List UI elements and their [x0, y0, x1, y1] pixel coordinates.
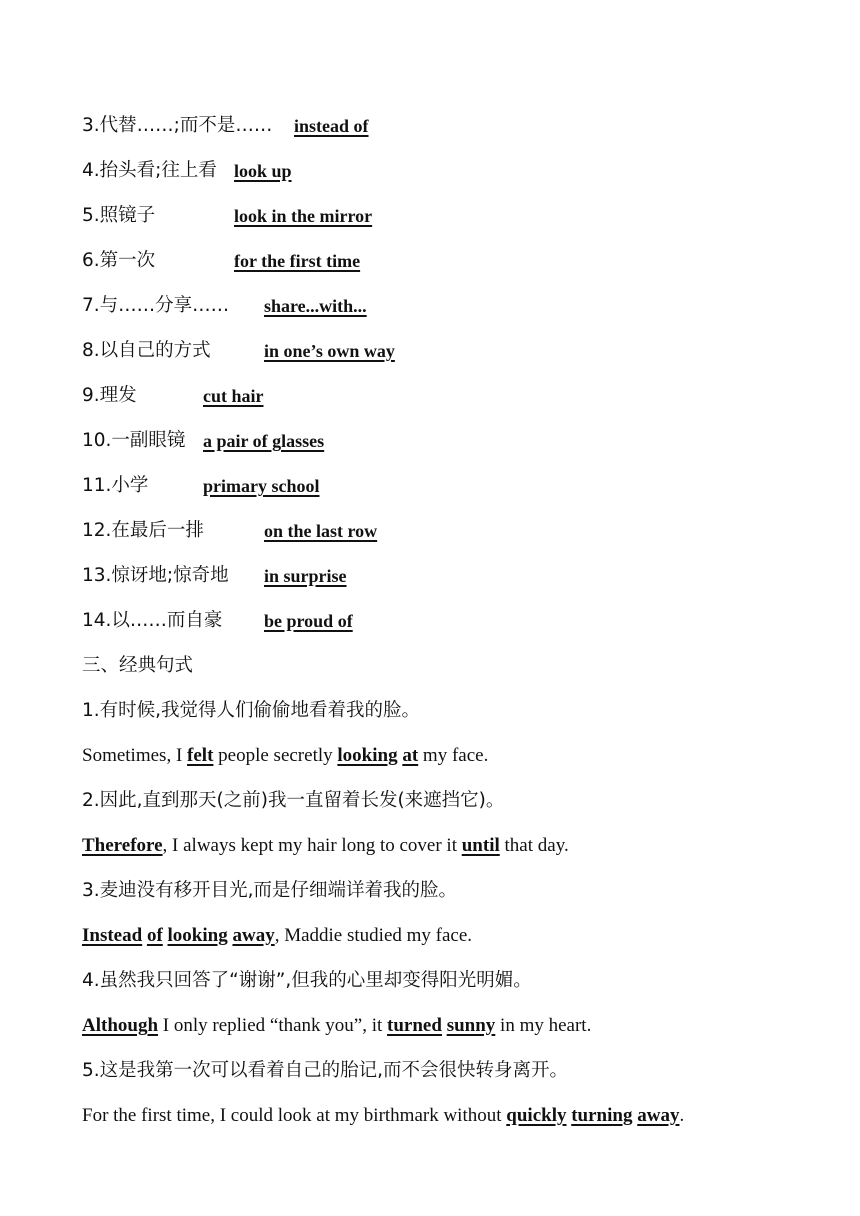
phrase-line	[82, 426, 325, 456]
phrase-answer: be proud of	[264, 611, 353, 631]
keyword-answer: turning	[571, 1105, 633, 1126]
phrase-line	[82, 111, 369, 141]
phrase-chinese: 7.与……分享……	[82, 295, 230, 316]
phrase-answer: in one’s own way	[264, 341, 395, 361]
sentence-chinese: 1.有时候,我觉得人们偷偷地看着我的脸。	[82, 700, 421, 721]
keyword-answer: of	[146, 925, 163, 946]
keyword-answer: away	[637, 1105, 680, 1126]
sentence-text: .	[679, 1105, 685, 1126]
phrase-line	[82, 336, 395, 366]
phrase-answer: a pair of glasses	[203, 431, 325, 451]
phrase-answer: look in the mirror	[234, 206, 373, 226]
phrase-chinese: 5.照镜子	[82, 205, 156, 226]
phrase-line	[82, 291, 367, 321]
sentence-text: , I always kept my hair long to cover it	[162, 835, 462, 856]
phrase-answer: cut hair	[203, 386, 264, 406]
phrase-chinese: 3.代替……;而不是……	[82, 115, 273, 136]
phrase-line	[82, 606, 353, 636]
sentence-english	[82, 741, 488, 771]
keyword-answer: quickly	[506, 1105, 567, 1126]
sentence-chinese: 4.虽然我只回答了“谢谢”,但我的心里却变得阳光明媚。	[82, 970, 532, 991]
keyword-answer: at	[402, 745, 419, 766]
section-heading: 三、经典句式	[82, 655, 194, 676]
keyword-answer: turned	[387, 1015, 442, 1036]
phrase-chinese: 10.一副眼镜	[82, 430, 186, 451]
sentence-text: that day.	[499, 835, 569, 856]
sentence-text: Sometimes, I	[82, 745, 188, 766]
keyword-answer: looking	[167, 925, 228, 946]
phrase-line	[82, 201, 373, 231]
sentence-text: For the first time, I could look at my birthmark without	[82, 1105, 507, 1126]
phrase-answer: share...with...	[264, 296, 367, 316]
keyword-answer: sunny	[446, 1015, 496, 1036]
keyword-answer: Although	[82, 1015, 159, 1036]
phrase-line	[82, 381, 264, 411]
keyword-answer: away	[232, 925, 275, 946]
sentence-chinese: 3.麦迪没有移开目光,而是仔细端详着我的脸。	[82, 880, 458, 901]
phrase-line	[82, 471, 320, 501]
phrase-chinese: 4.抬头看;往上看	[82, 160, 217, 181]
phrase-chinese: 14.以……而自豪	[82, 610, 223, 631]
phrase-line	[82, 246, 361, 276]
keyword-answer: until	[461, 835, 500, 856]
phrase-chinese: 13.惊讶地;惊奇地	[82, 565, 229, 586]
phrase-answer: look up	[234, 161, 292, 181]
phrase-answer: primary school	[203, 476, 320, 496]
sentence-english	[82, 831, 569, 861]
phrase-answer: in surprise	[264, 566, 347, 586]
phrase-chinese: 12.在最后一排	[82, 520, 204, 541]
phrase-chinese: 6.第一次	[82, 250, 156, 271]
sentence-text: people secretly	[213, 745, 338, 766]
phrase-chinese: 11.小学	[82, 475, 149, 496]
phrase-chinese: 8.以自己的方式	[82, 340, 211, 361]
sentence-text: , Maddie studied my face.	[274, 925, 473, 946]
sentence-chinese: 5.这是我第一次可以看着自己的胎记,而不会很快转身离开。	[82, 1060, 569, 1081]
phrase-answer: on the last row	[264, 521, 378, 541]
sentence-english	[82, 1101, 684, 1131]
sentence-english	[82, 1011, 591, 1041]
keyword-answer: felt	[187, 745, 214, 766]
keyword-answer: Therefore	[82, 835, 163, 856]
phrase-answer: for the first time	[234, 251, 361, 271]
phrase-answer: instead of	[294, 116, 369, 136]
sentence-text: my face.	[418, 745, 489, 766]
sentence-chinese: 2.因此,直到那天(之前)我一直留着长发(来遮挡它)。	[82, 790, 505, 811]
sentence-text: I only replied “thank you”, it	[158, 1015, 388, 1036]
phrase-line	[82, 156, 292, 186]
sentence-text: in my heart.	[495, 1015, 592, 1036]
phrase-chinese: 9.理发	[82, 385, 137, 406]
phrase-line	[82, 516, 378, 546]
keyword-answer: Instead	[82, 925, 143, 946]
phrase-line	[82, 561, 347, 591]
keyword-answer: looking	[337, 745, 398, 766]
sentence-english	[82, 921, 472, 951]
